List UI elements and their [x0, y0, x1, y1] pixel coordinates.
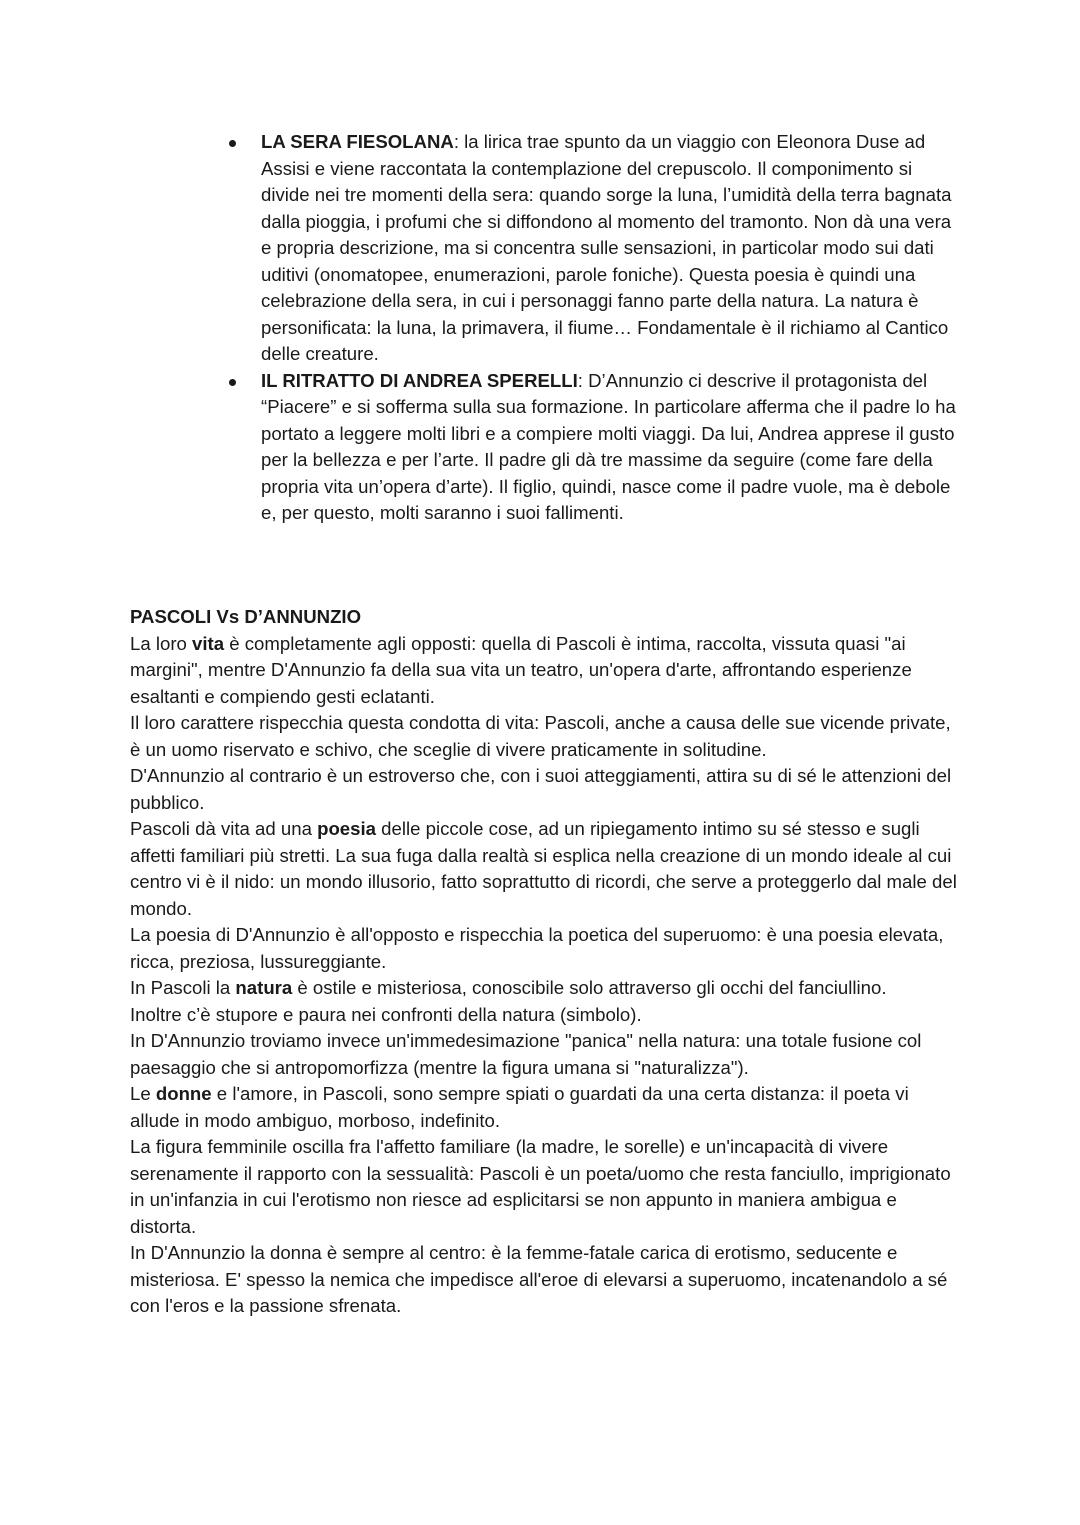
list-item [130, 368, 960, 527]
paragraph: La figura femminile oscilla fra l'affetto familiare (la madre, le sorelle) e un'incapacità di vivere serenamente il rapporto con la sessualità: Pascoli è un poeta/uomo che resta fanciullo, imprigionato in un'infanzia in cui l'erotismo non riesce ad esplicitarsi se non appunto in maniera ambigua e distorta. [130, 1136, 951, 1237]
paragraph-bold: natura [235, 977, 293, 998]
paragraph [130, 1081, 960, 1134]
paragraph-bold: vita [192, 632, 225, 654]
paragraph: La poesia di D'Annunzio è all'opposto e rispecchia la poetica del superuomo: è una poesia elevata, ricca, preziosa, lussureggiante. [130, 924, 944, 972]
bullet-title: IL RITRATTO DI ANDREA SPERELLI [261, 369, 578, 391]
paragraph: Inoltre c’è stupore e paura nei confronti della natura (simbolo). [130, 1003, 642, 1025]
bullet-list [130, 129, 960, 527]
paragraph-text: Pascoli dà vita ad una [130, 818, 318, 839]
paragraph [130, 631, 960, 711]
paragraph [130, 816, 960, 922]
list-item [130, 129, 960, 368]
bullet-text: : D’Annunzio ci descrive il protagonista del “Piacere” e si sofferma sulla sua formazione. In particolare afferma che il padre lo ha portato a leggere molti libri e a compiere molti viaggi. Da lui, Andrea apprese il gusto per la bellezza e per l’arte. Il padre gli dà tre massime da seguire (come fare della propria vita un’opera d’arte). Il figlio, quindi, nasce come il padre vuole, ma è debole e, per questo, molti saranno i suoi fallimenti. [261, 369, 956, 523]
paragraph-text: e l'amore, in Pascoli, sono sempre spiati o guardati da una certa distanza: il poeta vi allude in modo ambiguo, morboso, indefinito. [130, 1083, 909, 1131]
paragraph-text: è completamente agli opposti: quella di Pascoli è intima, raccolta, vissuta quasi "ai margini", mentre D'Annunzio fa della sua vita un teatro, un'opera d'arte, affrontando esperienze esaltanti e compiendo gesti eclatanti. [130, 632, 912, 707]
paragraph [130, 975, 960, 1002]
bullet-dot-icon [229, 379, 236, 386]
paragraph: In D'Annunzio la donna è sempre al centro: è la femme-fatale carica di erotismo, seducente e misteriosa. E' spesso la nemica che impedisce all'eroe di elevarsi a superuomo, incatenandolo a sé con l'eros e la passione sfrenata. [130, 1242, 948, 1316]
paragraph-bold: donne [155, 1083, 212, 1104]
bullet-text: : la lirica trae spunto da un viaggio con Eleonora Duse ad Assisi e viene raccontata la contemplazione del crepuscolo. Il componimento si divide nei tre momenti della sera: quando sorge la luna, l’umidità della terra bagnata dalla pioggia, i profumi che si diffondono al momento del tramonto. Non dà una vera e propria descrizione, ma si concentra sulle sensazioni, in particolar modo sui dati uditivi (onomatopee, enumerazioni, parole foniche). Questa poesia è quindi una celebrazione della sera, in cui i personaggi fanno parte della natura. La natura è personificata: la luna, la primavera, il fiume… Fondamentale è il richiamo al Cantico delle creature. [261, 131, 952, 364]
paragraph-text: delle piccole cose, ad un ripiegamento intimo su sé stesso e sugli affetti familiari più stretti. La sua fuga dalla realtà si esplica nella creazione di un mondo ideale al cui centro vi è il nido: un mondo illusorio, fatto soprattutto di ricordi, che serve a proteggerlo dal male del mondo. [130, 818, 957, 919]
section-title: PASCOLI Vs D’ANNUNZIO [130, 606, 362, 627]
paragraph-text: Le [130, 1083, 156, 1104]
bullet-dot-icon [229, 140, 236, 147]
paragraph: Il loro carattere rispecchia questa condotta di vita: Pascoli, anche a causa delle sue vicende private, è un uomo riservato e schivo, che sceglie di vivere praticamente in solitudine. [130, 712, 951, 760]
paragraph-text: è ostile e misteriosa, conoscibile solo attraverso gli occhi del fanciullino. [292, 977, 887, 998]
paragraph: In D'Annunzio troviamo invece un'immedesimazione "panica" nella natura: una totale fusione col paesaggio che si antropomorfizza (mentre la figura umana si "naturalizza"). [130, 1030, 922, 1078]
bullet-title: LA SERA FIESOLANA [261, 131, 454, 152]
paragraph-bold: poesia [317, 818, 376, 839]
paragraph: D'Annunzio al contrario è un estroverso che, con i suoi atteggiamenti, attira su di sé le attenzioni del pubblico. [130, 765, 952, 813]
paragraph-text: La loro [130, 632, 193, 654]
paragraph-text: In Pascoli la [130, 977, 236, 998]
comparison-section [130, 604, 960, 1320]
